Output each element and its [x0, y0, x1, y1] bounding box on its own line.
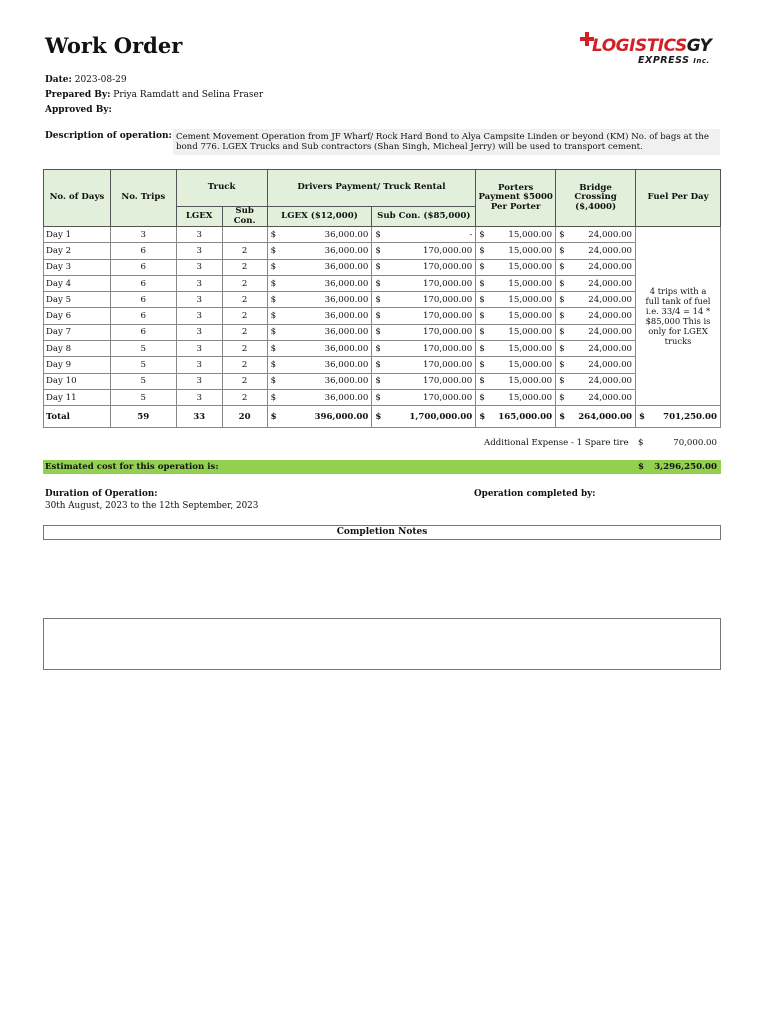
row-trips: 3 [110, 227, 176, 243]
total-row [44, 406, 721, 428]
row-porters: $ 15,000.00 [476, 227, 556, 243]
prepared-by-value: Priya Ramdatt and Selina Fraser [113, 90, 264, 100]
col-header-truck-sub: Sub Con. [222, 207, 267, 227]
row-day: Day 3 [44, 259, 111, 275]
row-truck-lgex: 3 [176, 308, 222, 324]
row-drivers-sub: $ 170,000.00 [372, 324, 476, 340]
row-truck-sub: 2 [222, 389, 267, 405]
row-trips: 6 [110, 259, 176, 275]
additional-expense-currency: $ [638, 438, 644, 448]
row-drivers-sub: $ 170,000.00 [372, 259, 476, 275]
company-logo [578, 30, 723, 70]
total-lgex: 33 [176, 406, 222, 428]
row-truck-lgex: 3 [176, 259, 222, 275]
row-day: Day 7 [44, 324, 111, 340]
row-porters: $ 15,000.00 [476, 259, 556, 275]
row-bridge: $ 24,000.00 [556, 373, 636, 389]
col-header-drivers-lgex: LGEX ($12,000) [267, 207, 372, 227]
row-day: Day 2 [44, 243, 111, 259]
row-drivers-lgex: $ 36,000.00 [267, 292, 372, 308]
row-truck-sub [222, 227, 267, 243]
row-bridge: $ 24,000.00 [556, 292, 636, 308]
row-truck-sub: 2 [222, 292, 267, 308]
date-line: Date: 2023-08-29 [45, 75, 127, 85]
col-header-fuel: Fuel Per Day [636, 170, 721, 227]
row-bridge: $ 24,000.00 [556, 389, 636, 405]
col-header-trips: No. Trips [110, 170, 176, 227]
row-drivers-lgex: $ 36,000.00 [267, 275, 372, 291]
row-porters: $ 15,000.00 [476, 341, 556, 357]
total-fuel: $ 701,250.00 [636, 406, 721, 428]
row-drivers-sub: $ 170,000.00 [372, 389, 476, 405]
row-trips: 6 [110, 243, 176, 259]
row-bridge: $ 24,000.00 [556, 357, 636, 373]
row-bridge: $ 24,000.00 [556, 243, 636, 259]
table-row [44, 308, 721, 324]
table-row [44, 389, 721, 405]
row-trips: 5 [110, 389, 176, 405]
additional-expense-value: 70,000.00 [673, 438, 717, 448]
row-truck-sub: 2 [222, 324, 267, 340]
date-value: 2023-08-29 [74, 75, 127, 85]
row-drivers-sub: $ 170,000.00 [372, 373, 476, 389]
row-truck-lgex: 3 [176, 341, 222, 357]
row-drivers-lgex: $ 36,000.00 [267, 357, 372, 373]
row-drivers-lgex: $ 36,000.00 [267, 243, 372, 259]
row-day: Day 4 [44, 275, 111, 291]
page-title: Work Order [45, 33, 183, 58]
row-truck-lgex: 3 [176, 324, 222, 340]
row-truck-lgex: 3 [176, 275, 222, 291]
table-row [44, 341, 721, 357]
row-trips: 6 [110, 308, 176, 324]
table-row [44, 324, 721, 340]
estimated-cost-value: 3,296,250.00 [654, 462, 717, 472]
row-bridge: $ 24,000.00 [556, 259, 636, 275]
row-porters: $ 15,000.00 [476, 292, 556, 308]
row-truck-sub: 2 [222, 341, 267, 357]
estimated-cost-bar [43, 460, 721, 474]
row-drivers-lgex: $ 36,000.00 [267, 389, 372, 405]
row-truck-sub: 2 [222, 308, 267, 324]
row-trips: 6 [110, 292, 176, 308]
total-drivers-lgex: $ 396,000.00 [267, 406, 372, 428]
row-porters: $ 15,000.00 [476, 389, 556, 405]
row-drivers-sub: $ 170,000.00 [372, 357, 476, 373]
duration-label: Duration of Operation: [45, 489, 158, 499]
row-bridge: $ 24,000.00 [556, 227, 636, 243]
row-drivers-lgex: $ 36,000.00 [267, 308, 372, 324]
duration-value: 30th August, 2023 to the 12th September, 2023 [45, 501, 259, 511]
work-order-table [43, 169, 721, 428]
table-row [44, 357, 721, 373]
row-porters: $ 15,000.00 [476, 373, 556, 389]
row-bridge: $ 24,000.00 [556, 308, 636, 324]
logo-wordmark: LOGISTICSGY [592, 36, 712, 56]
row-drivers-lgex: $ 36,000.00 [267, 324, 372, 340]
row-trips: 6 [110, 275, 176, 291]
row-truck-lgex: 3 [176, 389, 222, 405]
row-trips: 5 [110, 341, 176, 357]
row-trips: 5 [110, 373, 176, 389]
table-row [44, 243, 721, 259]
col-header-porters: Porters Payment $5000 Per Porter [476, 170, 556, 227]
total-trips: 59 [110, 406, 176, 428]
row-day: Day 6 [44, 308, 111, 324]
row-drivers-lgex: $ 36,000.00 [267, 373, 372, 389]
table-row [44, 275, 721, 291]
row-drivers-lgex: $ 36,000.00 [267, 259, 372, 275]
table-row [44, 259, 721, 275]
row-drivers-sub: $ 170,000.00 [372, 275, 476, 291]
row-drivers-sub: $ 170,000.00 [372, 292, 476, 308]
completion-notes-heading: Completion Notes [43, 525, 721, 540]
row-trips: 5 [110, 357, 176, 373]
row-drivers-sub: $ 170,000.00 [372, 341, 476, 357]
row-drivers-lgex: $ 36,000.00 [267, 227, 372, 243]
col-header-drivers-sub: Sub Con. ($85,000) [372, 207, 476, 227]
row-drivers-sub: $ 170,000.00 [372, 308, 476, 324]
total-bridge: $ 264,000.00 [556, 406, 636, 428]
row-truck-lgex: 3 [176, 243, 222, 259]
row-porters: $ 15,000.00 [476, 357, 556, 373]
row-bridge: $ 24,000.00 [556, 324, 636, 340]
completion-notes-box [43, 618, 721, 670]
row-day: Day 5 [44, 292, 111, 308]
row-truck-sub: 2 [222, 373, 267, 389]
total-label: Total [44, 406, 111, 428]
col-header-days: No. of Days [44, 170, 111, 227]
table-row [44, 373, 721, 389]
row-day: Day 8 [44, 341, 111, 357]
row-truck-lgex: 3 [176, 357, 222, 373]
row-truck-sub: 2 [222, 259, 267, 275]
table-row [44, 292, 721, 308]
row-day: Day 10 [44, 373, 111, 389]
row-day: Day 9 [44, 357, 111, 373]
col-header-truck: Truck [176, 170, 267, 207]
col-header-truck-lgex: LGEX [176, 207, 222, 227]
total-porters: $ 165,000.00 [476, 406, 556, 428]
logo-subtitle: EXPRESS Inc. [638, 55, 710, 66]
row-truck-sub: 2 [222, 243, 267, 259]
description-text: Cement Movement Operation from JF Wharf/ Rock Hard Bond to Alya Campsite Linden or beyond (KM) No. of bags at the bond 776. LGEX Trucks and Sub contractors (Shan Singh, Micheal Jerry) will be used to transport cement. [173, 129, 720, 155]
row-porters: $ 15,000.00 [476, 324, 556, 340]
fuel-note: 4 trips with a full tank of fuel i.e. 33/4 = 14 * $85,000 This is only for LGEX trucks [636, 227, 721, 406]
completed-by-label: Operation completed by: [474, 489, 596, 499]
row-truck-lgex: 3 [176, 373, 222, 389]
table-row [44, 227, 721, 243]
col-header-bridge: Bridge Crossing ($,4000) [556, 170, 636, 227]
row-bridge: $ 24,000.00 [556, 341, 636, 357]
prepared-by-line: Prepared By: Priya Ramdatt and Selina Fraser [45, 90, 264, 100]
approved-by-line: Approved By: [45, 105, 112, 115]
row-drivers-lgex: $ 36,000.00 [267, 341, 372, 357]
row-trips: 6 [110, 324, 176, 340]
total-sub: 20 [222, 406, 267, 428]
row-truck-sub: 2 [222, 357, 267, 373]
row-bridge: $ 24,000.00 [556, 275, 636, 291]
row-day: Day 1 [44, 227, 111, 243]
estimated-cost-currency: $ [638, 462, 644, 472]
additional-expense-label: Additional Expense - 1 Spare tire [484, 438, 629, 448]
row-drivers-sub: $ - [372, 227, 476, 243]
row-drivers-sub: $ 170,000.00 [372, 243, 476, 259]
estimated-cost-label: Estimated cost for this operation is: [45, 462, 219, 472]
row-porters: $ 15,000.00 [476, 275, 556, 291]
row-truck-lgex: 3 [176, 227, 222, 243]
col-header-drivers: Drivers Payment/ Truck Rental [267, 170, 476, 207]
row-porters: $ 15,000.00 [476, 308, 556, 324]
row-truck-sub: 2 [222, 275, 267, 291]
description-label: Description of operation: [45, 131, 172, 141]
row-truck-lgex: 3 [176, 292, 222, 308]
row-porters: $ 15,000.00 [476, 243, 556, 259]
row-day: Day 11 [44, 389, 111, 405]
total-drivers-sub: $ 1,700,000.00 [372, 406, 476, 428]
